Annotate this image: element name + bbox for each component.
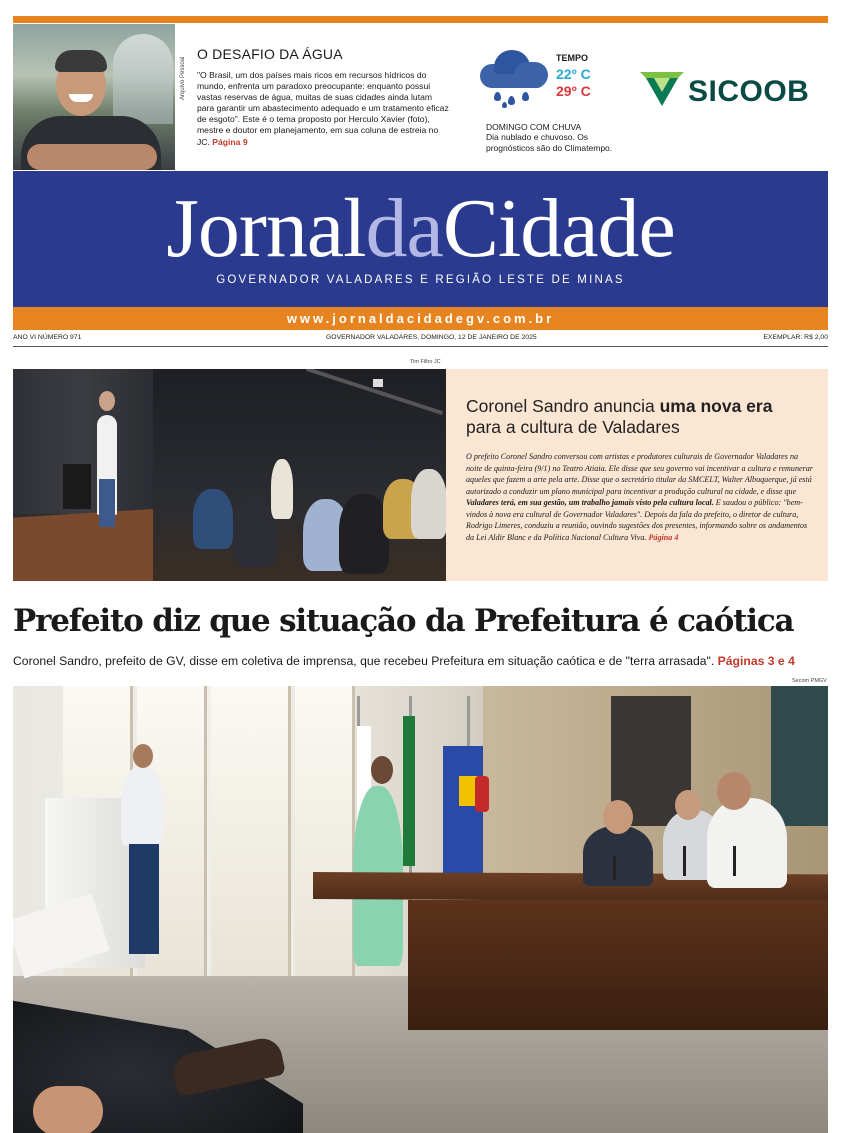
title-part-jornal: Jornal bbox=[166, 182, 366, 275]
edition-number: ANO VI NÚMERO 971 bbox=[13, 334, 82, 341]
columnist-photo-credit: Arquivo Pessoal bbox=[180, 56, 186, 100]
top-accent-rule bbox=[13, 16, 828, 23]
newspaper-title[interactable] bbox=[13, 182, 828, 275]
feature-photo-credit: Tim Filho JC bbox=[410, 359, 441, 365]
feature-photo bbox=[13, 369, 446, 581]
main-photo bbox=[13, 686, 828, 1133]
masthead-subtitle: GOVERNADOR VALADARES E REGIÃO LESTE DE MINAS bbox=[216, 274, 625, 286]
title-part-da: da bbox=[365, 182, 443, 275]
feature-headline[interactable] bbox=[466, 396, 811, 438]
main-photo-credit: Secom PMGV bbox=[792, 678, 827, 684]
masthead bbox=[13, 171, 828, 307]
forecast-title: DOMINGO COM CHUVA bbox=[486, 122, 582, 132]
sponsor-name: SICOOB bbox=[688, 75, 810, 108]
teaser-text bbox=[197, 70, 451, 148]
weather-label: TEMPO bbox=[556, 53, 589, 63]
website-url[interactable]: www.jornaldacidadegv.com.br bbox=[13, 307, 828, 330]
feature-headline-part2: para a cultura de Valadares bbox=[466, 417, 680, 437]
temp-max: 29º C bbox=[556, 83, 591, 99]
folio-divider bbox=[13, 346, 828, 347]
teaser-title[interactable]: O DESAFIO DA ÁGUA bbox=[197, 46, 343, 62]
feature-text-part2: E saudou o público: "bem-vindos à nova era cultural de Governador Valadares". Depois da fala do prefeito, o diretor de cultura, Rodrigo Limeres, conduziu a reunião, ouvindo sugestões dos presentes, informando sobre os andamentos da Lei Aldir Blanc e da Política Nacional Cultura Viva. bbox=[466, 498, 808, 542]
feature-text-part1: O prefeito Coronel Sandro conversou com artistas e produtores culturais de Governador Valadares na noite de quinta-feira (9/1) no Teatro Atiaia. Ele disse que seu governo vai incentivar a cultura e remunerar aqueles que fazem a arte pela arte. Disse que o secretário titular da SMCELT, Walter Albuquerque, já está autorizado a conduzir um plano municipal para incentivar a produção cultural na cidade, e disse que bbox=[466, 452, 813, 496]
main-dek bbox=[13, 654, 828, 668]
teaser-body: "O Brasil, um dos países mais ricos em recursos hídricos do mundo, enfrenta um paradoxo preocupante: enquanto possui vastas reservas de água, muitas de suas cidades ainda lutam para garantir um abastecimento adequado e um tratamento eficaz de esgoto". Este é o tema proposto por Herculo Xavier (foto), mestre e doutor em planejamento, em sua coluna de estreia no JC. bbox=[197, 70, 449, 147]
feature-text bbox=[466, 451, 814, 543]
main-headline[interactable]: Prefeito diz que situação da Prefeitura é caótica bbox=[13, 603, 794, 639]
feature-headline-part1: Coronel Sandro anuncia bbox=[466, 396, 660, 416]
rain-cloud-icon bbox=[480, 50, 550, 106]
price: EXEMPLAR: R$ 2,00 bbox=[763, 334, 828, 341]
feature-text-bold: Valadares terá, em sua gestão, um trabalho jamais visto pela cultura local. bbox=[466, 498, 714, 507]
forecast-text: Dia nublado e chuvoso. Os prognósticos são do Climatempo. bbox=[486, 132, 613, 153]
main-page-ref[interactable]: Páginas 3 e 4 bbox=[717, 654, 795, 668]
temp-min: 22º C bbox=[556, 66, 591, 82]
feature-page-ref[interactable]: Página 4 bbox=[648, 532, 679, 542]
columnist-photo bbox=[13, 24, 175, 170]
dateline: GOVERNADOR VALADARES, DOMINGO, 12 DE JANEIRO DE 2025 bbox=[326, 334, 537, 341]
sponsor-ad[interactable] bbox=[640, 72, 809, 112]
title-part-cidade: Cidade bbox=[442, 182, 675, 275]
main-dek-text: Coronel Sandro, prefeito de GV, disse em coletiva de imprensa, que recebeu Prefeitura em situação caótica e de "terra arrasada". bbox=[13, 654, 718, 668]
sicoob-logo-icon bbox=[640, 72, 684, 112]
teaser-page-ref[interactable]: Página 9 bbox=[212, 136, 248, 147]
feature-headline-bold: uma nova era bbox=[659, 396, 773, 416]
